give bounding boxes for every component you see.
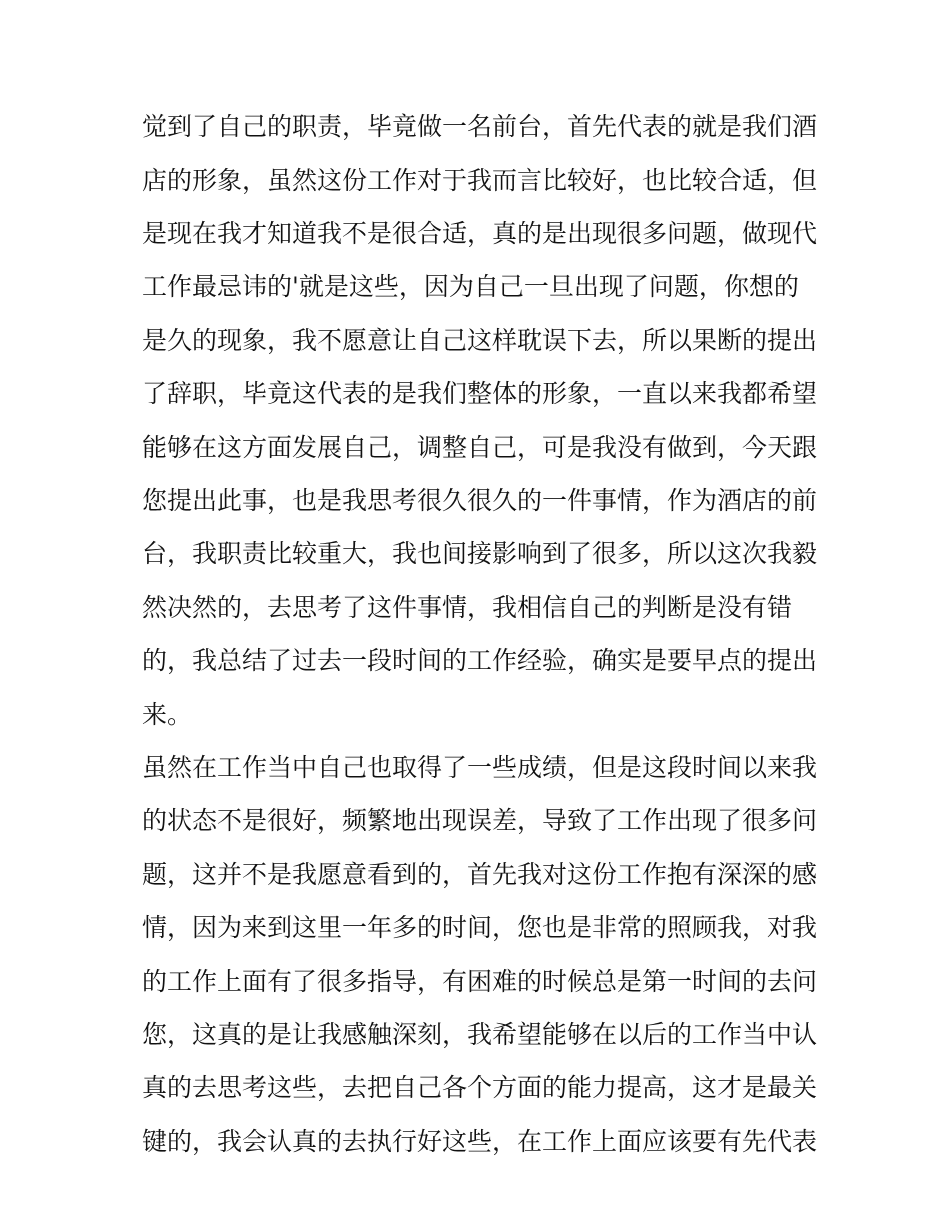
text-line: 来。 [142,700,193,729]
text-line: 店的形象，虽然这份工作对于我而言比较好，也比较合适，但 [142,166,818,195]
text-line: 键的，我会认真的去执行好这些，在工作上面应该要有先代表 [142,1127,818,1156]
text-line: 题，这并不是我愿意看到的，首先我对这份工作抱有深深的感 [142,860,818,889]
text-line: 台，我职责比较重大，我也间接影响到了很多，所以这次我毅 [142,539,818,568]
text-line: 真的去思考这些，去把自己各个方面的能力提高，这才是最关 [142,1073,818,1102]
text-line: 的，我总结了过去一段时间的工作经验，确实是要早点的提出 [142,646,818,675]
text-line: 是现在我才知道我不是很合适，真的是出现很多问题，做现代 [142,219,818,248]
text-line: 的状态不是很好，频繁地出现误差，导致了工作出现了很多问 [142,806,818,835]
text-line: 您提出此事，也是我思考很久很久的一件事情，作为酒店的前 [142,486,818,515]
text-line: 能够在这方面发展自己，调整自己，可是我没有做到，今天跟 [142,433,818,462]
text-line: 您，这真的是让我感触深刻，我希望能够在以后的工作当中认 [142,1020,818,1049]
text-line: 然决然的，去思考了这件事情，我相信自己的判断是没有错 [142,593,793,622]
text-line: 情，因为来到这里一年多的时间，您也是非常的照顾我，对我 [142,913,818,942]
text-line: 工作最忌讳的'就是这些，因为自己一旦出现了问题，你想的 [142,272,799,301]
text-line: 虽然在工作当中自己也取得了一些成绩，但是这段时间以来我 [142,753,818,782]
text-line: 觉到了自己的职责，毕竟做一名前台，首先代表的就是我们酒 [142,112,818,141]
text-line: 的工作上面有了很多指导，有困难的时候总是第一时间的去问 [142,967,818,996]
text-line: 了辞职，毕竟这代表的是我们整体的形象，一直以来我都希望 [142,379,818,408]
text-line: 是久的现象，我不愿意让自己这样耽误下去，所以果断的提出 [142,326,818,355]
